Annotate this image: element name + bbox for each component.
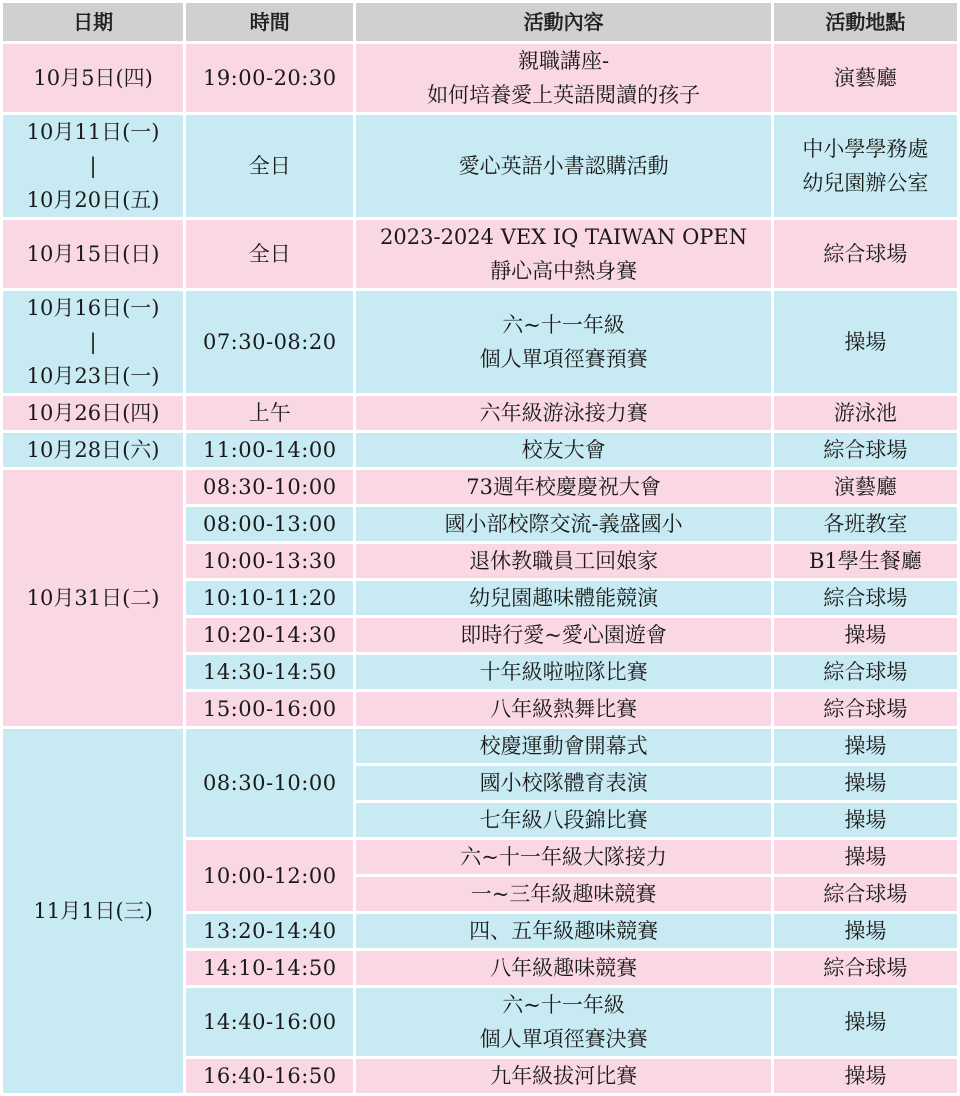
location-cell: 綜合球場: [774, 220, 957, 288]
content-cell: 2023-2024 VEX IQ TAIWAN OPEN 靜心高中熱身賽: [356, 220, 770, 288]
content-cell: 一~三年級趣味競賽: [356, 877, 770, 911]
location-cell: 綜合球場: [774, 581, 957, 615]
content-cell: 九年級拔河比賽: [356, 1059, 770, 1093]
date-cell: 10月16日(一) | 10月23日(一): [3, 291, 183, 393]
location-cell: 操場: [774, 729, 957, 763]
time-cell: 08:00-13:00: [186, 507, 353, 541]
content-cell: 六年級游泳接力賽: [356, 396, 770, 430]
content-cell: 國小校隊體育表演: [356, 766, 770, 800]
time-cell: 10:00-12:00: [186, 840, 353, 911]
table-row: [3, 433, 957, 467]
location-cell: 操場: [774, 618, 957, 652]
time-cell: 上午: [186, 396, 353, 430]
time-cell: 19:00-20:30: [186, 44, 353, 112]
time-cell: 14:30-14:50: [186, 655, 353, 689]
location-cell: 操場: [774, 291, 957, 393]
location-cell: 操場: [774, 840, 957, 874]
location-cell: 綜合球場: [774, 692, 957, 726]
header-content: 活動內容: [356, 3, 770, 41]
table-row: [3, 470, 957, 504]
content-cell: 校慶運動會開幕式: [356, 729, 770, 763]
header-date: 日期: [3, 3, 183, 41]
time-cell: 14:40-16:00: [186, 988, 353, 1056]
table-row: [3, 396, 957, 430]
location-cell: 綜合球場: [774, 877, 957, 911]
content-cell: 十年級啦啦隊比賽: [356, 655, 770, 689]
date-cell: 10月5日(四): [3, 44, 183, 112]
time-cell: 10:20-14:30: [186, 618, 353, 652]
content-cell: 七年級八段錦比賽: [356, 803, 770, 837]
table-row: [3, 115, 957, 217]
time-cell: 10:10-11:20: [186, 581, 353, 615]
time-cell: 13:20-14:40: [186, 914, 353, 948]
content-cell: 幼兒園趣味體能競演: [356, 581, 770, 615]
header-row: [3, 3, 957, 41]
time-cell: 全日: [186, 115, 353, 217]
table-row: [3, 44, 957, 112]
location-cell: 演藝廳: [774, 44, 957, 112]
content-cell: 八年級熱舞比賽: [356, 692, 770, 726]
content-cell: 六~十一年級大隊接力: [356, 840, 770, 874]
time-cell: 15:00-16:00: [186, 692, 353, 726]
content-cell: 愛心英語小書認購活動: [356, 115, 770, 217]
time-cell: 14:10-14:50: [186, 951, 353, 985]
location-cell: 各班教室: [774, 507, 957, 541]
table-row: [3, 729, 957, 763]
content-cell: 八年級趣味競賽: [356, 951, 770, 985]
time-cell: 全日: [186, 220, 353, 288]
location-cell: B1學生餐廳: [774, 544, 957, 578]
header-time: 時間: [186, 3, 353, 41]
content-cell: 退休教職員工回娘家: [356, 544, 770, 578]
content-cell: 六~十一年級 個人單項徑賽決賽: [356, 988, 770, 1056]
time-cell: 16:40-16:50: [186, 1059, 353, 1093]
table-row: [3, 220, 957, 288]
content-cell: 即時行愛~愛心園遊會: [356, 618, 770, 652]
time-cell: 10:00-13:30: [186, 544, 353, 578]
date-cell: 10月15日(日): [3, 220, 183, 288]
location-cell: 操場: [774, 914, 957, 948]
time-cell: 11:00-14:00: [186, 433, 353, 467]
location-cell: 綜合球場: [774, 655, 957, 689]
content-cell: 國小部校際交流-義盛國小: [356, 507, 770, 541]
date-cell: 10月11日(一) | 10月20日(五): [3, 115, 183, 217]
time-cell: 08:30-10:00: [186, 470, 353, 504]
table-row: [3, 291, 957, 393]
location-cell: 綜合球場: [774, 433, 957, 467]
location-cell: 操場: [774, 803, 957, 837]
location-cell: 演藝廳: [774, 470, 957, 504]
content-cell: 校友大會: [356, 433, 770, 467]
date-cell: 10月31日(二): [3, 470, 183, 726]
date-cell: 10月26日(四): [3, 396, 183, 430]
date-cell: 10月28日(六): [3, 433, 183, 467]
content-cell: 六~十一年級 個人單項徑賽預賽: [356, 291, 770, 393]
content-cell: 73週年校慶慶祝大會: [356, 470, 770, 504]
location-cell: 游泳池: [774, 396, 957, 430]
location-cell: 中小學學務處 幼兒園辦公室: [774, 115, 957, 217]
location-cell: 綜合球場: [774, 951, 957, 985]
location-cell: 操場: [774, 1059, 957, 1093]
content-cell: 親職講座- 如何培養愛上英語閱讀的孩子: [356, 44, 770, 112]
time-cell: 07:30-08:20: [186, 291, 353, 393]
location-cell: 操場: [774, 766, 957, 800]
date-cell: 11月1日(三): [3, 729, 183, 1093]
content-cell: 四、五年級趣味競賽: [356, 914, 770, 948]
location-cell: 操場: [774, 988, 957, 1056]
time-cell: 08:30-10:00: [186, 729, 353, 837]
header-location: 活動地點: [774, 3, 957, 41]
